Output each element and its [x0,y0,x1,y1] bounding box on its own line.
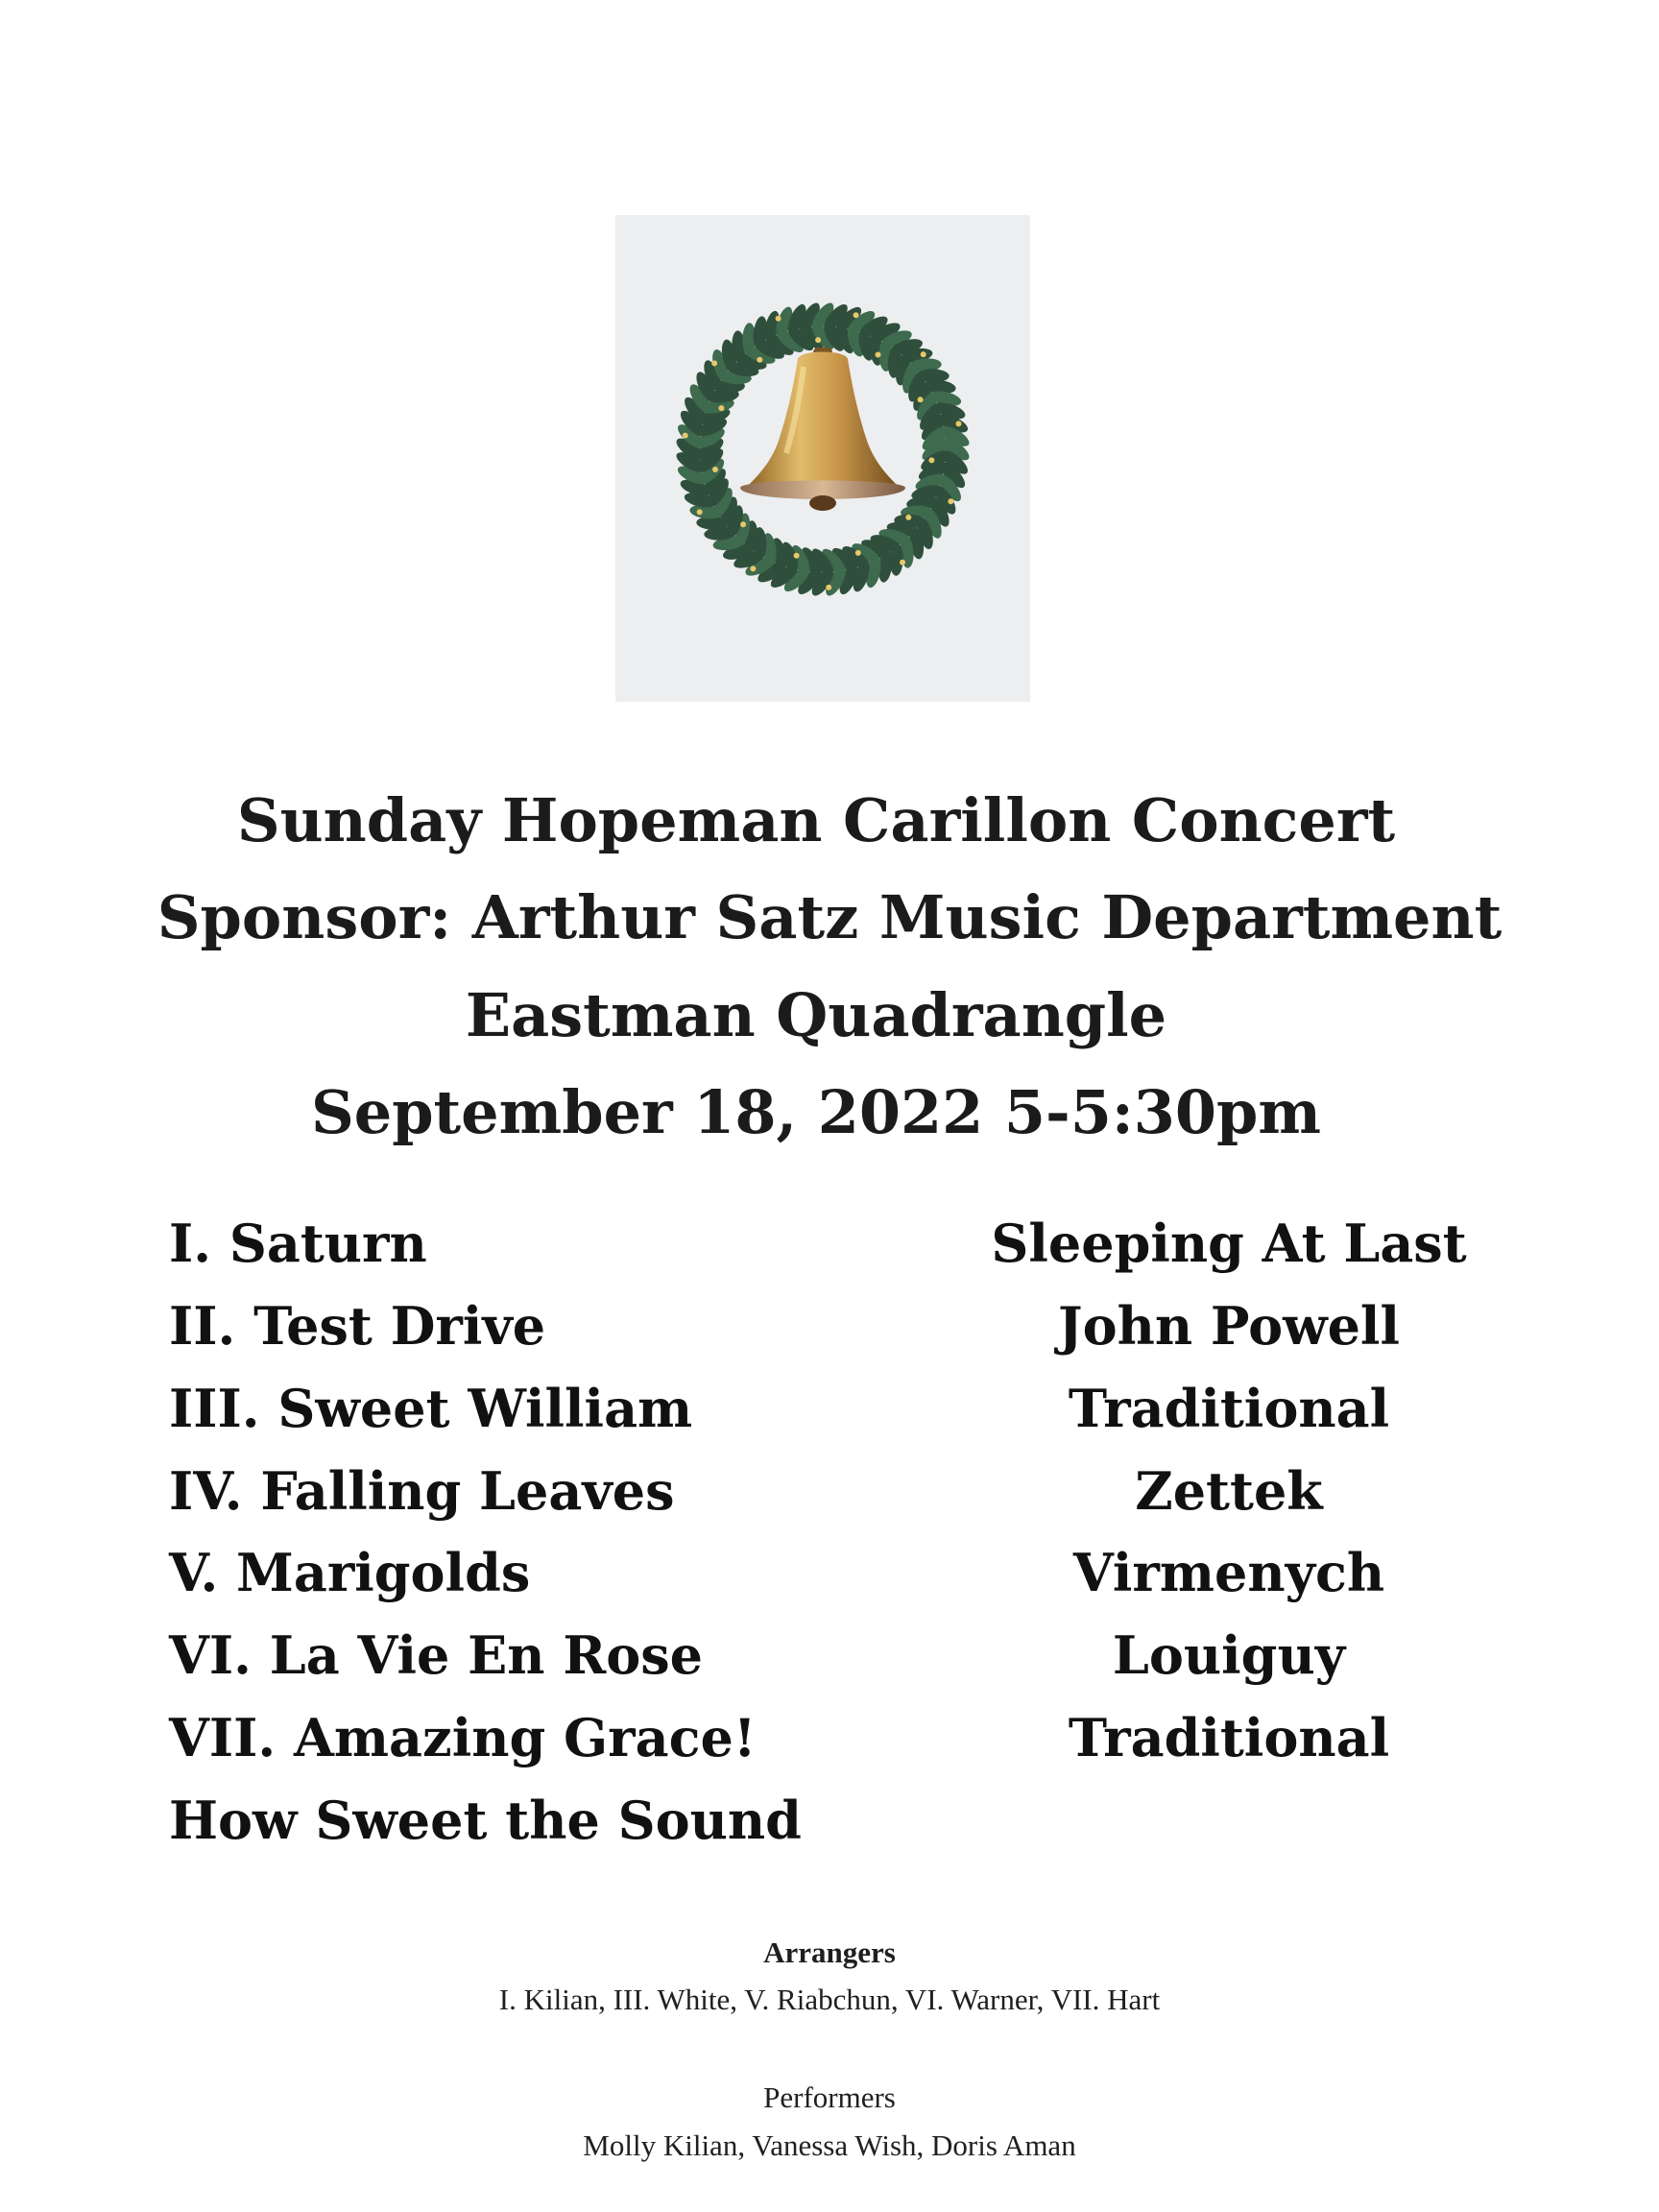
wreath-light [826,585,831,590]
piece-title: II. Test Drive [169,1295,546,1357]
wreath-light [815,337,821,343]
wreath-light [905,515,911,520]
composer-name: Sleeping At Last [991,1213,1467,1274]
wreath-light [854,312,859,318]
piece-title: How Sweet the Sound [169,1790,802,1851]
piece-title: V. Marigolds [169,1542,531,1603]
wreath-light [900,560,905,565]
wreath-light [794,553,800,559]
wreath-light [855,550,861,556]
arrangers-heading: Arrangers [763,1936,896,1969]
composer-name: Zettek [1135,1460,1323,1522]
piece-title: VII. Amazing Grace! [169,1707,757,1768]
performers-heading: Performers [763,2080,896,2114]
arrangers-names: I. Kilian, III. White, V. Riabchun, VI. Warner, VII. Hart [498,1983,1161,2016]
wreath-light [776,316,781,322]
concert-title: Sunday Hopeman Carillon Concert [236,785,1396,855]
piece-title: III. Sweet William [169,1378,693,1439]
sponsor-line: Sponsor: Arthur Satz Music Department [156,882,1503,952]
wreath-light [757,357,762,363]
wreath-light [750,565,756,571]
venue-line: Eastman Quadrangle [465,980,1167,1050]
wreath-light [718,405,724,411]
wreath-light [921,351,926,357]
wreath-light [928,457,934,463]
composer-name: Virmenych [1072,1542,1385,1603]
composer-name: Traditional [1068,1707,1390,1768]
composer-name: Traditional [1068,1378,1390,1439]
date-time-line: September 18, 2022 5-5:30pm [310,1077,1322,1147]
piece-title: I. Saturn [169,1213,427,1274]
wreath-light [711,360,717,366]
wreath-light [918,397,924,402]
wreath-light [712,467,718,472]
bell [740,348,905,511]
wreath-light [876,352,881,358]
wreath-light [956,421,962,426]
wreath-light [683,433,688,439]
piece-title: VI. La Vie En Rose [169,1624,704,1686]
wreath-light [740,521,746,527]
piece-title: IV. Falling Leaves [169,1460,675,1522]
illustration-panel [615,215,1030,702]
composer-name: John Powell [1058,1295,1400,1357]
wreath-light [948,498,953,504]
composer-name: Louiguy [1112,1624,1346,1686]
wreath-light [697,509,703,515]
bell-in-wreath-icon [615,215,1030,702]
performers-names: Molly Kilian, Vanessa Wish, Doris Aman [583,2128,1076,2162]
